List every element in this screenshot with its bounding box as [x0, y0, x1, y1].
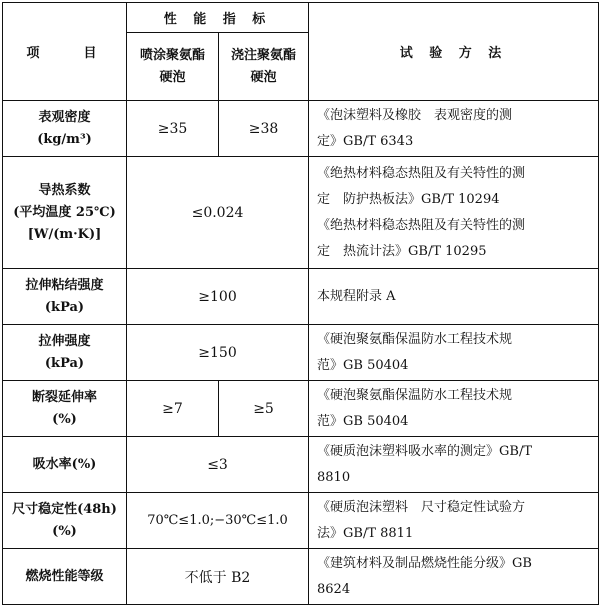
row-value-pour: ≥5: [219, 381, 309, 437]
row-method: 《硬泡聚氨酯保温防水工程技术规 范》GB 50404: [309, 325, 599, 381]
row-method: 《硬质泡沫塑料吸水率的测定》GB/T 8810: [309, 437, 599, 493]
row-value: 不低于 B2: [127, 549, 309, 605]
row-method: 本规程附录 A: [309, 269, 599, 325]
row-method: 《硬泡聚氨酯保温防水工程技术规 范》GB 50404: [309, 381, 599, 437]
performance-spec-table: [2, 2, 599, 605]
row-method: 《绝热材料稳态热阻及有关特性的测 定 防护热板法》GB/T 10294 《绝热材料稳态热阻及有关特性的测 定 热流计法》GB/T 10295: [309, 157, 599, 269]
row-value-spray: ≥7: [127, 381, 219, 437]
table-row: [3, 549, 599, 605]
row-item: 拉伸强度 (kPa): [3, 325, 127, 381]
row-item: 断裂延伸率 (%): [3, 381, 127, 437]
table-row: [3, 101, 599, 157]
row-method: 《泡沫塑料及橡胶 表观密度的测 定》GB/T 6343: [309, 101, 599, 157]
table-row: [3, 157, 599, 269]
row-value: ≥100: [127, 269, 309, 325]
table-row: [3, 437, 599, 493]
header-spray: 喷涂聚氨酯 硬泡: [127, 33, 219, 101]
row-item: 吸水率(%): [3, 437, 127, 493]
row-item: 燃烧性能等级: [3, 549, 127, 605]
row-method: 《硬质泡沫塑料 尺寸稳定性试验方 法》GB/T 8811: [309, 493, 599, 549]
table-row: [3, 325, 599, 381]
row-item: 表观密度 (kg/m³): [3, 101, 127, 157]
row-method: 《建筑材料及制品燃烧性能分级》GB 8624: [309, 549, 599, 605]
table-row: [3, 493, 599, 549]
row-item: 拉伸粘结强度 (kPa): [3, 269, 127, 325]
header-method: 试 验 方 法: [309, 3, 599, 101]
row-value: 70℃≤1.0;−30℃≤1.0: [127, 493, 309, 549]
row-value-pour: ≥38: [219, 101, 309, 157]
row-value: ≤3: [127, 437, 309, 493]
header-pour: 浇注聚氨酯 硬泡: [219, 33, 309, 101]
header-item: 项 目: [3, 3, 127, 101]
table-row: [3, 381, 599, 437]
row-value: ≥150: [127, 325, 309, 381]
header-row-1: [3, 3, 599, 33]
spec-table-wrapper: [2, 2, 599, 605]
row-value: ≤0.024: [127, 157, 309, 269]
table-row: [3, 269, 599, 325]
row-item: 导热系数 (平均温度 25℃) [W/(m·K)]: [3, 157, 127, 269]
row-value-spray: ≥35: [127, 101, 219, 157]
row-item: 尺寸稳定性(48h) (%): [3, 493, 127, 549]
header-indicator: 性 能 指 标: [127, 3, 309, 33]
